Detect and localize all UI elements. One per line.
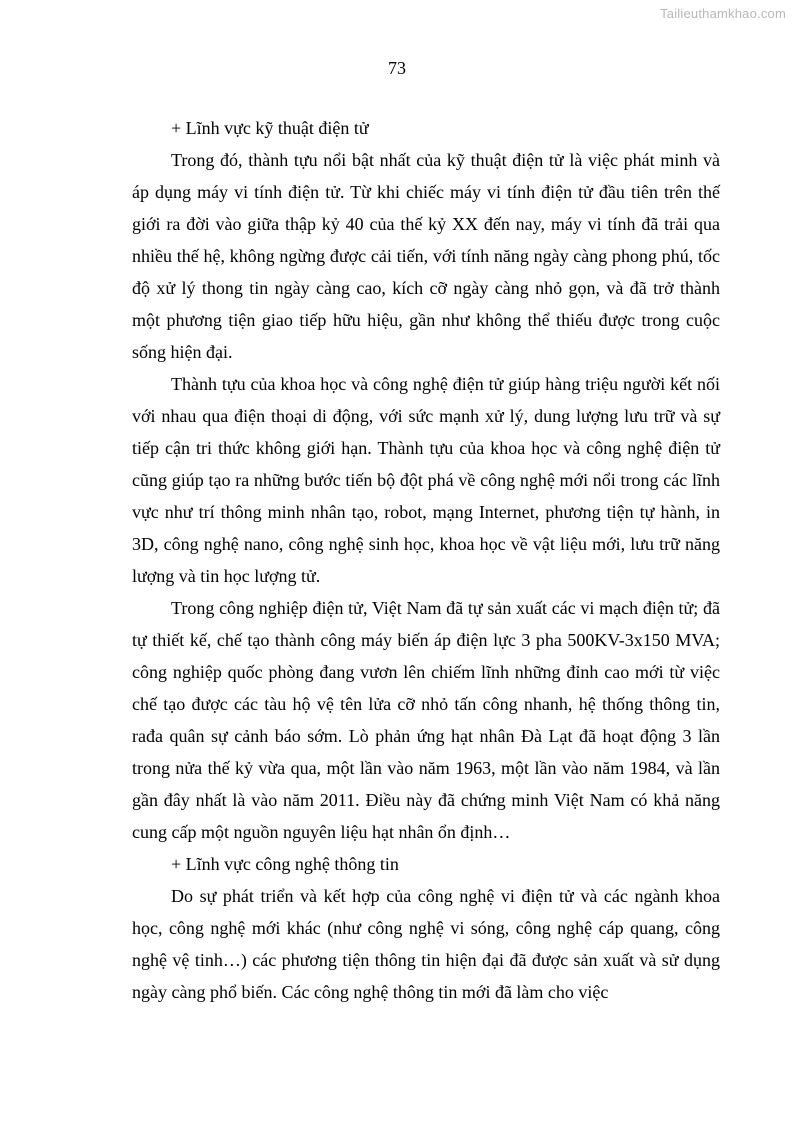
section-heading-electronics: + Lĩnh vực kỹ thuật điện tử: [171, 118, 369, 138]
watermark: Tailieuthamkhao.com: [660, 6, 786, 21]
paragraph-information-technology: Do sự phát triển và kết hợp của công nghệ vi điện tử và các ngành khoa học, công nghệ mới khác (như công nghệ vi sóng, công nghệ cáp quang, công nghệ vệ tinh…) các phương tiện thông tin hiện đại đã được sản xuất và sử dụng ngày càng phổ biến. Các công nghệ thông tin mới đã làm cho việc: [132, 886, 720, 1002]
paragraph-computers: Trong đó, thành tựu nổi bật nhất của kỹ thuật điện tử là việc phát minh và áp dụng máy vi tính điện tử. Từ khi chiếc máy vi tính điện tử đầu tiên trên thế giới ra đời vào giữa thập kỷ 40 của thế kỷ XX đến nay, máy vi tính đã trải qua nhiều thế hệ, không ngừng được cải tiến, với tính năng ngày càng phong phú, tốc độ xử lý thong tin ngày càng cao, kích cỡ ngày càng nhỏ gọn, và đã trở thành một phương tiện giao tiếp hữu hiệu, gần như không thể thiếu được trong cuộc sống hiện đại.: [132, 150, 720, 362]
page-number: 73: [388, 58, 406, 78]
paragraph-vietnam-industry: Trong công nghiệp điện tử, Việt Nam đã tự sản xuất các vi mạch điện tử; đã tự thiết kế, chế tạo thành công máy biến áp điện lực 3 pha 500KV-3x150 MVA; công nghiệp quốc phòng đang vươn lên chiếm lĩnh những đỉnh cao mới từ việc chế tạo được các tàu hộ vệ tên lửa cỡ nhỏ tấn công nhanh, hệ thống thông tin, rađa quân sự cảnh báo sớm. Lò phản ứng hạt nhân Đà Lạt đã hoạt động 3 lần trong nửa thế kỷ vừa qua, một lần vào năm 1963, một lần vào năm 1984, và lần gần đây nhất là vào năm 2011. Điều này đã chứng minh Việt Nam có khả năng cung cấp một nguồn nguyên liệu hạt nhân ổn định…: [132, 598, 720, 842]
document-body: [132, 112, 720, 1008]
paragraph-achievements: Thành tựu của khoa học và công nghệ điện tử giúp hàng triệu người kết nối với nhau qua điện thoại di động, với sức mạnh xử lý, dung lượng lưu trữ và sự tiếp cận tri thức không giới hạn. Thành tựu của khoa học và công nghệ điện tử cũng giúp tạo ra những bước tiến bộ đột phá về công nghệ mới nổi trong các lĩnh vực như trí thông minh nhân tạo, robot, mạng Internet, phương tiện tự hành, in 3D, công nghệ nano, công nghệ sinh học, khoa học về vật liệu mới, lưu trữ năng lượng và tin học lượng tử.: [132, 374, 720, 586]
section-heading-information-technology: + Lĩnh vực công nghệ thông tin: [171, 854, 399, 874]
